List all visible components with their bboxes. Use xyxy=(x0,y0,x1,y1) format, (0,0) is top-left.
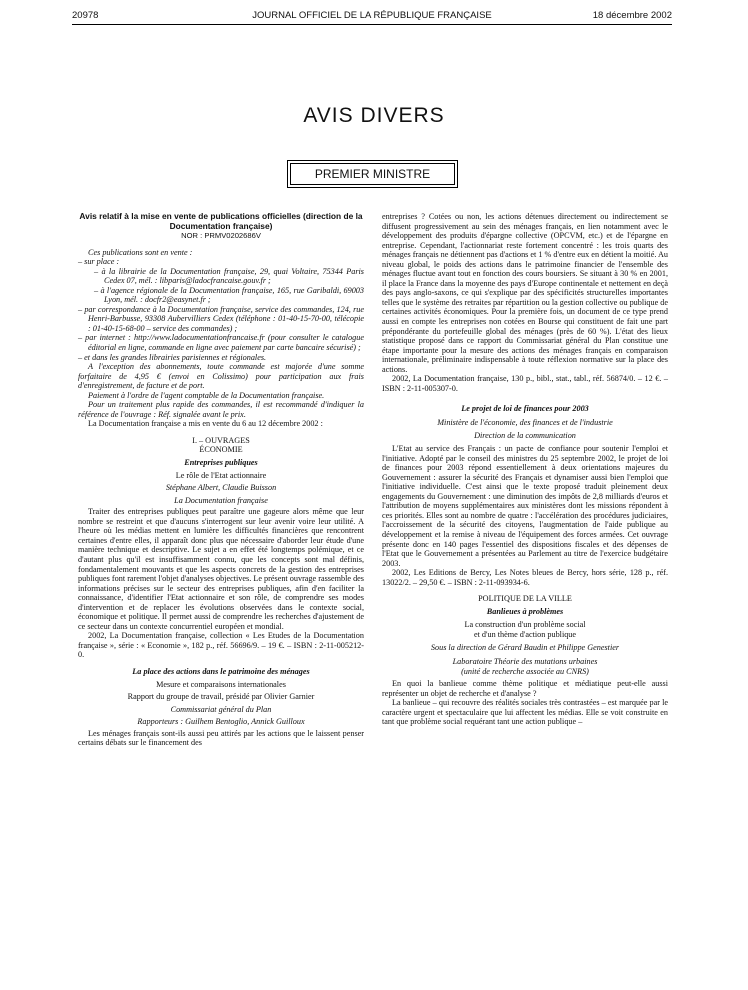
intro-line: – à la librairie de la Documentation française, 29, quai Voltaire, 75344 Paris Cedex 07, mél. : libparis@ladocfrancaise.gouv.fr ; xyxy=(94,266,364,286)
book-title: Le rôle de l'Etat actionnaire xyxy=(175,470,267,480)
intro-line: – et dans les grandes librairies parisiennes et régionales. xyxy=(78,352,267,362)
sale-period: La Documentation française a mis en vente du 6 au 12 décembre 2002 : xyxy=(88,419,323,429)
book-description: Traiter des entreprises publiques peut paraître une gageure alors même que leur nombre se restreint et que d'aucuns s'interrogent sur leur avenir voire leur utilité. A l'heure où les médias mettent en lumière les difficultés financières que rencontrent certaines d'entre elles, il apparaît donc plus que nécessaire d'aborder leur étude d'une manière technique et descriptive. Le sujet a en effet été longtemps polémique, et ce d'autant plus qu'il est insuffisamment connu, que les concepts sont mal définis, fondamentalement mouvants et que les aspects concrets de la gestion des entreprises publiques font rarement l'objet d'analyses objectives. Le présent ouvrage rassemble des informations précises sur le secteur des entreprises publiques, afin d'en faciliter la connaissance, d'identifier l'Etat actionnaire et son rôle, de comprendre ses modes d'intervention et de replacer les évolutions observées dans le contexte social, économique et politique. Il permet aussi de comprendre les recherches d'ajustement de ce secteur dans un contexte concurrentiel européen et mondial. xyxy=(78,507,364,631)
book-reference: 2002, Les Editions de Bercy, Les Notes bleues de Bercy, hors série, 128 p., réf. 13022/2. – 29,50 €. – ISBN : 2-11-093934-6. xyxy=(382,568,668,587)
book-subtitle: Mesure et comparaisons internationales xyxy=(156,679,286,689)
book-report: Rapport du groupe de travail, présidé par Olivier Garnier xyxy=(127,692,315,702)
notice-title: Avis relatif à la mise en vente de publications officielles (direction de la Documentation française) xyxy=(79,211,363,231)
book-direction: Direction de la communication xyxy=(474,431,576,441)
book-publisher: La Documentation française xyxy=(174,495,268,505)
book-heading: Le projet de loi de finances pour 2003 xyxy=(461,404,589,414)
book-heading: La place des actions dans le patrimoine des ménages xyxy=(132,666,310,676)
entreprises-heading: Entreprises publiques xyxy=(184,458,258,468)
book-reference: 2002, La Documentation française, collection « Les Etudes de la Documentation française », série : « Economie », 182 p., réf. 56696/9. – 19 €. – ISBN : 2-11-005212-0. xyxy=(78,631,364,660)
intro-line: – sur place : xyxy=(78,257,120,267)
ministry-box: PREMIER MINISTRE xyxy=(290,163,455,185)
running-header xyxy=(72,10,672,24)
issue-date: 18 décembre 2002 xyxy=(592,10,672,21)
header-rule xyxy=(72,24,672,25)
journal-title: JOURNAL OFFICIEL DE LA RÉPUBLIQUE FRANÇAISE xyxy=(252,10,492,21)
intro-line: Paiement à l'ordre de l'agent comptable de la Documentation française. xyxy=(88,390,325,400)
book-laboratory: (unité de recherche associée au CNRS) xyxy=(461,666,589,676)
book-title: et d'un thème d'action publique xyxy=(473,629,577,639)
book-description: L'Etat au service des Français : un pacte de confiance pour soutenir l'emploi et l'initiative. Adopté par le conseil des ministres du 25 septembre 2002, le projet de loi de finances pour 2003 répond essentiellement à deux orientations majeures du Gouvernement : assurer la sécurité des Français et dynamiser aussi bien l'emploi que l'initiative individuelle. C'est ainsi que le texte proposé traduit pleinement deux engagements du Gouvernement : une diminution des impôts de 2,8 milliards d'euros et l'attribution de moyens supplémentaires aux ministères dont les missions répondent à ces priorités. Elles sont au nombre de quatre : l'accélération des procédures judiciaires, l'accroissement de la sécurité des citoyens, l'augmentation de l'aide publique au développement et la remise à niveau de l'équipement des forces armées. Cet ouvrage présente donc en 140 pages l'essentiel des dispositions fiscales et des dépenses de l'Etat que le Gouvernement a présentées au Parlement au titre de l'exercice budgétaire 2003. xyxy=(382,444,668,568)
politique-heading: POLITIQUE DE LA VILLE xyxy=(478,594,572,604)
economie-heading: ÉCONOMIE xyxy=(199,445,243,455)
intro-line: – à l'agence régionale de la Documentation française, 165, rue Garibaldi, 69003 Lyon, mél. : docfr2@easynet.fr ; xyxy=(94,285,364,305)
page-number: 20978 xyxy=(72,10,99,21)
nor-reference: NOR : PRMV0202686V xyxy=(181,231,261,240)
book-organization: Commissariat général du Plan xyxy=(170,704,272,714)
ouvrages-heading: I. – OUVRAGES xyxy=(192,435,250,445)
book-ministry: Ministère de l'économie, des finances et de l'industrie xyxy=(437,417,613,427)
book-question: En quoi la banlieue comme thème politique et médiatique peut-elle aussi représenter un objet de recherche et d'analyse ? xyxy=(382,679,668,698)
book-rapporteurs: Rapporteurs : Guilhem Bentoglio, Annick Guilloux xyxy=(137,717,305,727)
book-reference: 2002, La Documentation française, 130 p., bibl., stat., tabl., réf. 56874/0. – 12 €. – ISBN : 2-11-005307-0. xyxy=(382,374,668,393)
book-title: La construction d'un problème social xyxy=(464,620,586,630)
intro-line: Pour un traitement plus rapide des commandes, il est recommandé d'indiquer la référence de l'ouvrage : Réf. signalée avant le prix. xyxy=(78,400,364,419)
banlieues-heading: Banlieues à problèmes xyxy=(486,606,564,616)
book-laboratory: Laboratoire Théorie des mutations urbaines xyxy=(452,656,598,666)
intro-line: – par correspondance à la Documentation française, service des commandes, 124, rue Henri-Barbusse, 93308 Aubervilliers Cedex (téléphone : 01-40-15-70-00, télécopie : 01-40-15-68-00 – service des commandes) ; xyxy=(78,304,364,333)
section-title: AVIS DIVERS xyxy=(303,104,445,127)
book-authors: Stéphane Albert, Claudie Buisson xyxy=(165,483,277,493)
left-column xyxy=(78,212,364,748)
intro-line: – par internet : http://www.ladocumentationfrancaise.fr (pour consulter le catalogue éditorial en ligne, commande en ligne avec paiement par carte bancaire sécurisé) ; xyxy=(78,333,364,353)
book-description: La banlieue – qui recouvre des réalités sociales très contrastées – est marquée par le caractère urgent et spectaculaire que lui affectent les médias. Elle se voit construite en tant que problème social requérant tant une action publique – xyxy=(382,698,668,727)
intro-line: Ces publications sont en vente : xyxy=(88,247,193,257)
book-direction: Sous la direction de Gérard Baudin et Philippe Genestier xyxy=(430,643,620,653)
right-column xyxy=(382,212,668,727)
book-description-continued: entreprises ? Cotées ou non, les actions détenues directement ou indirectement se diffusent progressivement au sein des ménages français, en lien notamment avec le développement des produits d'épargne collective (OPCVM, etc.) et de l'épargne en entreprise. Cependant, l'actionnariat reste fortement concentré : les trois quarts des ménages français ne détiennent pas d'actions et 1 % d'entre eux en détient la moitié. Au niveau global, le poids des actions dans le patrimoine financier de l'ensemble des ménages fluctue avant tout en fonction des cours boursiers. Se situant à 30 % en 2001, il place la France dans la moyenne des pays d'Europe continentale et nettement en deçà des pays anglo-saxons, ce qui s'explique par des spécificités structurelles importantes telles que le système des retraites par répartition ou la gestion collective ou publique de certaines activités économiques. Pour la première fois, un document de ce type prend aussi en compte les entreprises non cotées en Bourse qui constituent de fait une part prépondérante du portefeuille global des ménages (près de 60 %). L'état des lieux statistique proposé dans ce rapport du Commissariat général du Plan constitue une étape importante pour la mesure des actions des ménages français en comparaison internationale, préliminaire indispensable à toute réflexion normative sur la place des actions. xyxy=(382,212,669,374)
intro-line: A l'exception des abonnements, toute commande est majorée d'une somme forfaitaire de 4,95 € (envoi en Colissimo) pour participation aux frais d'enregistrement, de facture et de port. xyxy=(78,362,364,391)
book-description: Les ménages français sont-ils aussi peu attirés par les actions que le laissent penser certains débats sur le financement des xyxy=(78,728,364,748)
